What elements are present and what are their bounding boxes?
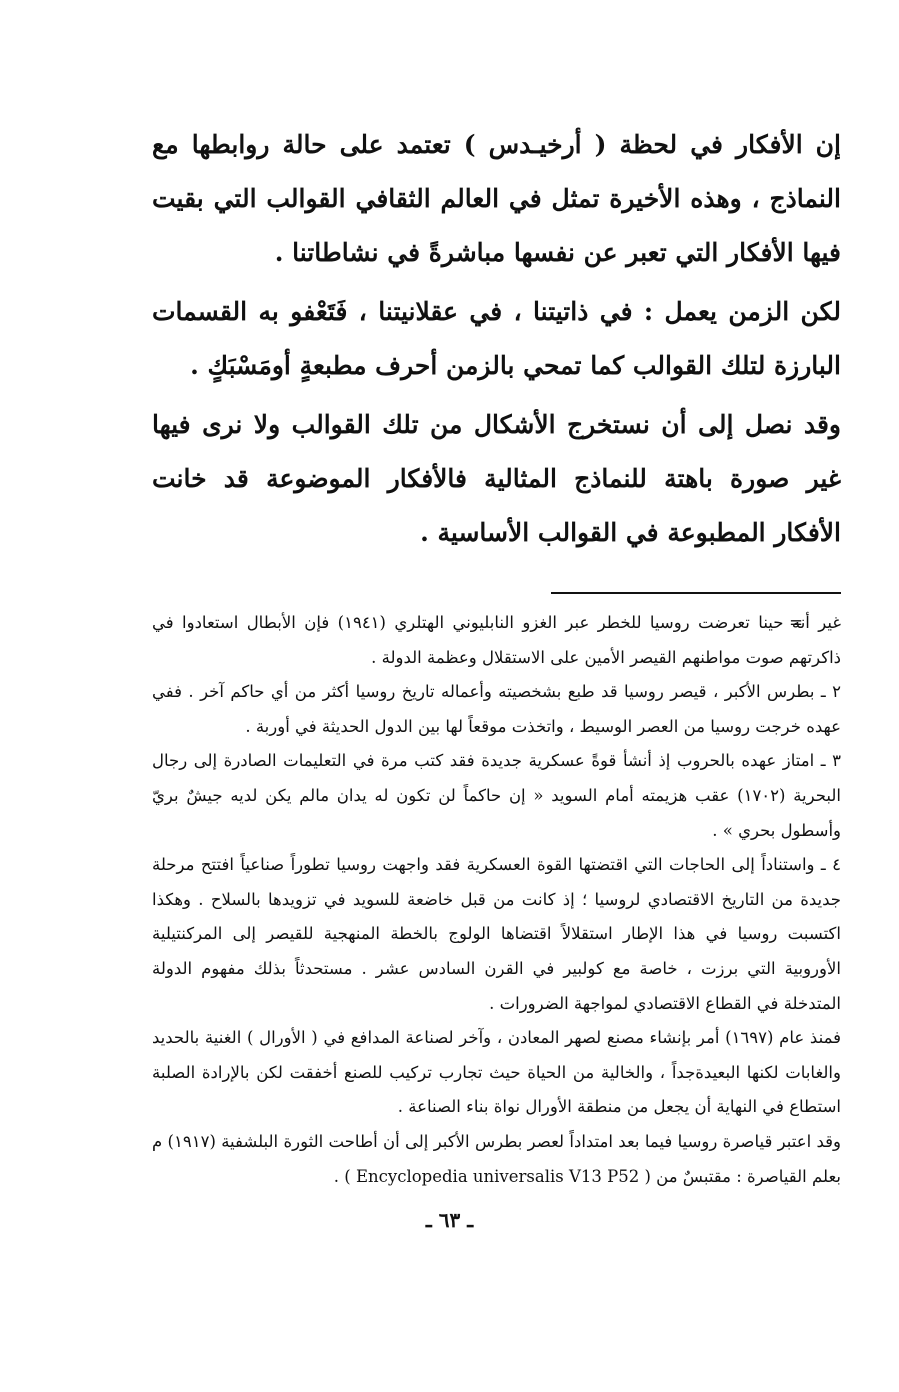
- footnote-continuation: = غير أنه حينا تعرضت روسيا للخطر عبر الغزو النابليوني الهتلري (١٩٤١) فإن الأبطال استعادوا في ذاكرتهم صوت مواطنهم القيصر الأمين على الاستقلال وعظمة الدولة .: [152, 606, 841, 675]
- paragraph-1: إن الأفكار في لحظة ( أرخيـدس ) تعتمد على حالة روابطها مع النماذج ، وهذه الأخيرة تمثل في العالم الثقافي القوالب التي بقيت فيها الأفكار التي تعبر عن نفسها مباشرةً في نشاطاتنا .: [152, 130, 841, 267]
- paragraph-2: لكن الزمن يعمل : في ذاتيتنا ، في عقلانيتنا ، فَتَعْفو به القسمات البارزة لتلك القوالب كما تمحي بالزمن أحرف مطبعةٍ أومَسْبَكٍ .: [152, 297, 841, 380]
- main-text: [152, 118, 841, 560]
- footnote-separator: [551, 592, 841, 594]
- footnote-3: ٣ ـ امتاز عهده بالحروب إذ أنشأ قوةً عسكرية جديدة فقد كتب مرة في التعليمات الصادرة إلى رجال البحرية (١٧٠٢) عقب هزيمته أمام السويد « إن حاكماً لن تكون له يدان مالم يكن لديه جيشٌ بريّ وأسطول بحري » .: [152, 751, 841, 840]
- footnote-2: ٢ ـ بطرس الأكبر ، قيصر روسيا قد طبع بشخصيته وأعماله تاريخ روسيا أكثر من أي حاكم آخر . ففي عهده خرجت روسيا من العصر الوسيط ، واتخذت موقعاً لها بين الدول الحديثة في أوربة .: [152, 682, 841, 736]
- footnote-4: ٤ ـ واستناداً إلى الحاجات التي اقتضتها القوة العسكرية فقد واجهت روسيا تطوراً صناعياً افتتح مرحلة جديدة من التاريخ الاقتصادي لروسيا ؛ إذ كانت من قبل خاضعة للسويد في تزويدها بالسلاح . وهكذا اكتسبت روسيا في هذا الإطار استقلالاً اقتضاها الولوج بالخطة المنهجية للقيصر إلى المركنتيلية الأوروبية التي برزت ، خاصة مع كولبير في القرن السادس عشر . مستحدثاً بذلك مفهوم الدولة المتدخلة في القطاع الاقتصادي لمواجهة الضرورات .: [152, 855, 841, 1013]
- page-number: ـ ٦٣ ـ: [425, 1208, 474, 1232]
- footnotes: [152, 606, 841, 1194]
- paragraph-3: وقد نصل إلى أن نستخرج الأشكال من تلك القوالب ولا نرى فيها غير صورة باهتة للنماذج المثالية فالأفكار الموضوعة قد خانت الأفكار المطبوعة في القوالب الأساسية .: [152, 410, 841, 547]
- footnote-4-continued: فمنذ عام (١٦٩٧) أمر بإنشاء مصنع لصهر المعادن ، وآخر لصناعة المدافع في ( الأورال ) الغنية بالحديد والغابات لكنها البعيدةجداً ، والخالية من الحياة حيث تجارب تركيب للصنع أخفقت لكن بالإرادة الصلبة استطاع في النهاية أن يجعل من منطقة الأورال نواة بناء الصناعة .: [152, 1028, 841, 1117]
- footnote-4-end: وقد اعتبر قياصرة روسيا فيما بعد امتداداً لعصر بطرس الأكبر إلى أن أطاحت الثورة البلشفية (١٩١٧) م بعلم القياصرة : مقتبسٌ من ( Encyclopedia universalis V13 P52 ) .: [152, 1131, 841, 1186]
